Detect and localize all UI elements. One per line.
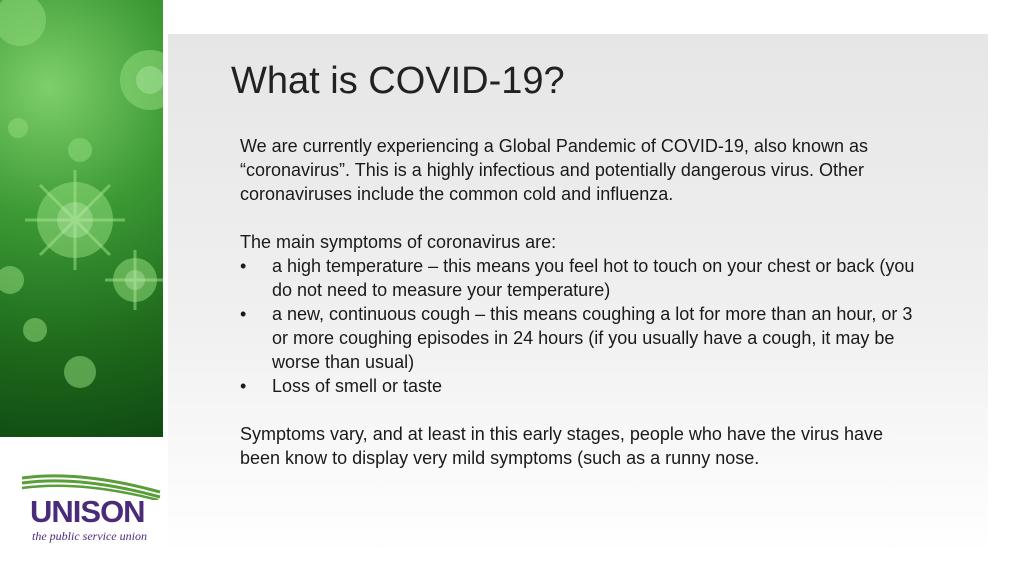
spacer (240, 206, 920, 230)
symptom-item (240, 374, 920, 398)
symptom-list (240, 254, 920, 398)
bullet-icon: • (240, 256, 247, 276)
bullet-icon: • (240, 304, 247, 324)
symptom-item (240, 254, 920, 302)
symptoms-intro: The main symptoms of coronavirus are: (240, 232, 557, 252)
symptom-item (240, 302, 920, 374)
spacer (240, 398, 920, 422)
virus-illustration (0, 0, 163, 437)
logo-wordmark: UNISON (30, 494, 145, 529)
slide-title: What is COVID-19? (231, 60, 565, 102)
closing-paragraph: Symptoms vary, and at least in this early stages, people who have the virus have been know to display very mild symptoms (such as a runny nose. (240, 424, 883, 468)
slide-body (240, 134, 920, 470)
unison-logo (20, 470, 170, 550)
symptom-text: a high temperature – this means you feel hot to touch on your chest or back (you do not need to measure your temperature) (272, 256, 915, 300)
logo-tagline: the public service union (32, 529, 147, 543)
intro-paragraph: We are currently experiencing a Global Pandemic of COVID-19, also known as “coronavirus”. This is a highly infectious and potentially dangerous virus. Other coronaviruses include the common cold and influenza. (240, 136, 868, 204)
symptom-text: a new, continuous cough – this means coughing a lot for more than an hour, or 3 or more coughing episodes in 24 hours (if you usually have a cough, it may be worse than usual) (272, 304, 913, 372)
symptom-text: Loss of smell or taste (272, 376, 443, 396)
bullet-icon: • (240, 376, 247, 396)
virus-image-strip (0, 0, 163, 437)
